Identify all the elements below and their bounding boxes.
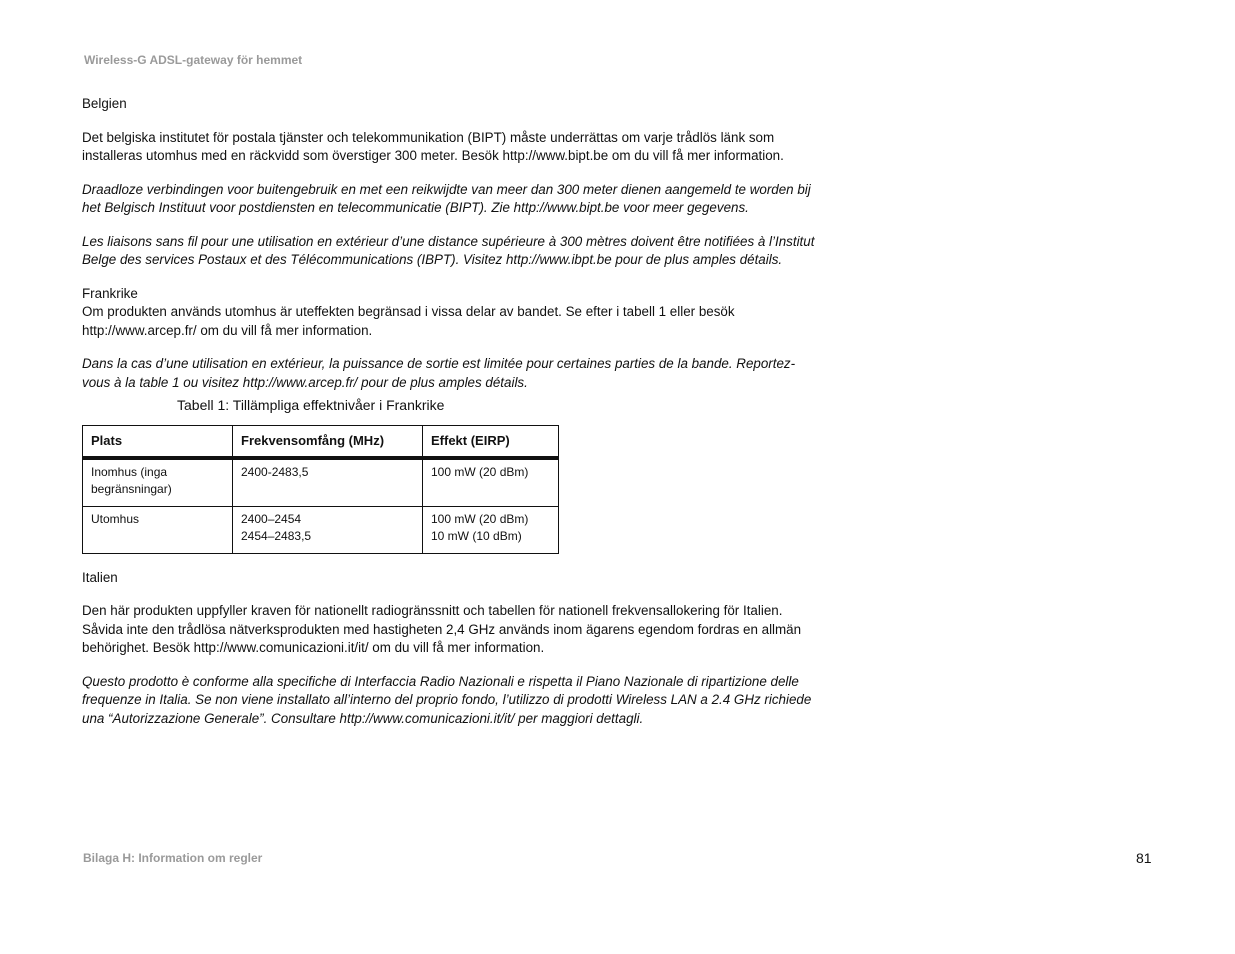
france-french-paragraph: Dans la cas d’une utilisation en extérieur, la puissance de sortie est limitée pour certaines parties de la bande. Reportez-vous à la table 1 ou visitez http://www.arcep.fr/ pour de plus amples détails. (82, 356, 796, 390)
cell-place: Utomhus (83, 506, 233, 553)
italy-italian-paragraph: Questo prodotto è conforme alla specifiche di Interfaccia Radio Nazionali e rispetta il Piano Nazionale di ripartizione delle frequenze in Italia. Se non viene installato all’interno del proprio fondo, l’utilizzo di prodotti Wireless LAN a 2.4 GHz richiede una “Autorizzazione Generale”. Consultare http://www.comunicazioni.it/it/ per maggiori dettagli. (82, 673, 812, 726)
table-header-row (83, 425, 559, 458)
cell-frequency: 2400-2483,5 (233, 458, 423, 507)
power-line: 10 mW (10 dBm) (431, 528, 522, 543)
belgium-dutch-paragraph: Draadloze verbindingen voor buitengebruik en met een reikwijdte van meer dan 300 meter dienen aangemeld te worden bij het Belgisch Instituut voor postdiensten en telecommunicatie (BIPT). Zie http://www.bipt.be voor meer gegevens. (82, 181, 811, 215)
cell-frequency (233, 506, 423, 553)
table-caption: Tabell 1: Tillämpliga effektnivåer i Frankrike (177, 397, 445, 413)
power-line: 100 mW (20 dBm) (431, 511, 529, 526)
cell-power: 100 mW (20 dBm) (423, 458, 559, 507)
table-row (83, 506, 559, 553)
column-header-place: Plats (83, 425, 233, 458)
section-heading-belgium: Belgien (82, 96, 127, 111)
frequency-line: 2400–2454 (241, 511, 302, 526)
power-levels-table (82, 425, 559, 554)
running-header: Wireless-G ADSL-gateway för hemmet (84, 53, 303, 67)
belgium-swedish-paragraph: Det belgiska institutet för postala tjänster och telekommunikation (BIPT) måste underrättas om varje trådlös länk som installeras utomhus med en räckvidd som överstiger 300 meter. Besök http://www.bipt.be om du vill få mer information. (82, 129, 784, 163)
france-swedish-paragraph: Om produkten används utomhus är uteffekten begränsad i vissa delar av bandet. Se efter i tabell 1 eller besök http://www.arcep.fr/ om du vill få mer information. (82, 304, 735, 338)
belgium-french-paragraph: Les liaisons sans fil pour une utilisation en extérieur d’une distance supérieure à 300 mètres doivent être notifiées à l’Institut Belge des services Postaux et des Télécommunications (IBPT). Visitez http://www.ibpt.be pour de plus amples détails. (82, 233, 815, 267)
page-body (82, 95, 822, 743)
page-number: 81 (1136, 850, 1152, 866)
section-heading-france: Frankrike (82, 285, 138, 301)
cell-place: Inomhus (inga begränsningar) (83, 458, 233, 507)
frequency-line: 2454–2483,5 (241, 528, 312, 543)
cell-power (423, 506, 559, 553)
section-heading-italy: Italien (82, 569, 118, 585)
column-header-power: Effekt (EIRP) (423, 425, 559, 458)
running-footer: Bilaga H: Information om regler (83, 851, 263, 865)
table-row (83, 458, 559, 507)
italy-swedish-paragraph: Den här produkten uppfyller kraven för nationellt radiogränssnitt och tabellen för nationell frekvensallokering för Italien. Såvida inte den trådlösa nätverksprodukten med hastigheten 2,4 GHz används inom ägarens egendom fordras en allmän behörighet. Besök http://www.comunicazioni.it/it/ om du vill få mer information. (82, 603, 802, 655)
column-header-frequency: Frekvensomfång (MHz) (233, 425, 423, 458)
